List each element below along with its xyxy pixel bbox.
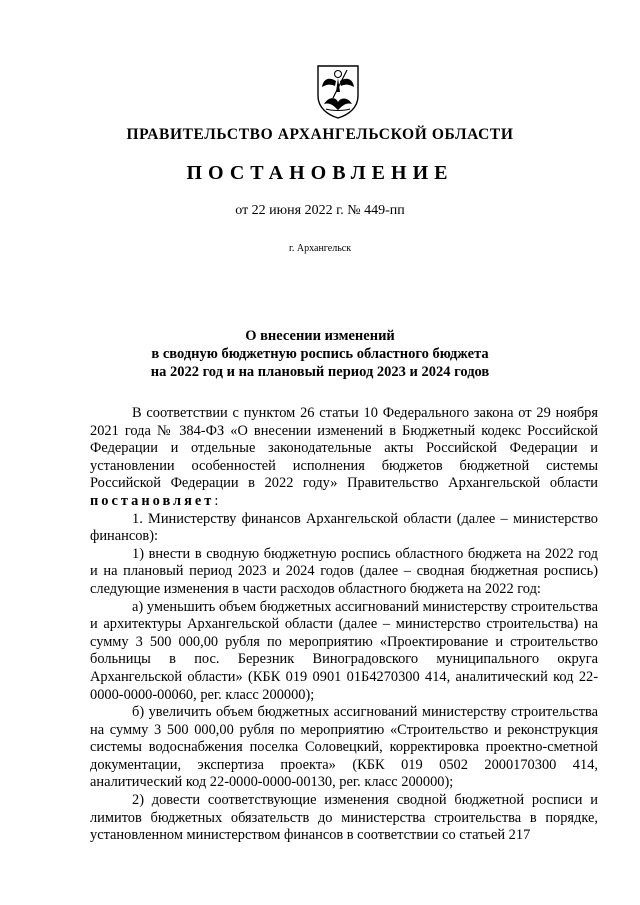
coat-of-arms-icon	[314, 62, 362, 120]
city-line: г. Архангельск	[288, 243, 352, 254]
paragraph-1-2: 2) довести соответствующие изменения сводной бюджетной росписи и лимитов бюджетных обязательств до министерства строительства в порядке, установленном министерством финансов в соответствии со статьей 217	[90, 792, 598, 844]
government-name: ПРАВИТЕЛЬСТВО АРХАНГЕЛЬСКОЙ ОБЛАСТИ	[126, 126, 514, 143]
title-line-3: на 2022 год и на плановый период 2023 и 2024 годов	[150, 364, 490, 380]
title-line-1: О внесении изменений	[245, 328, 395, 344]
paragraph-preamble	[90, 405, 598, 511]
resolves-word: постановляет	[90, 492, 215, 509]
date-number-line: от 22 июня 2022 г. № 449-пп	[235, 203, 405, 218]
document-body	[90, 405, 598, 845]
title-line-2: в сводную бюджетную роспись областного бюджета	[151, 346, 489, 362]
document-title	[0, 327, 640, 381]
paragraph-1-1-a: а) уменьшить объем бюджетных ассигнований министерству строительства и архитектуры Архангельской области (далее – министерство строительства) на сумму 3 500 000,00 рубля по мероприятию «Проектирование и строительство больницы в пос. Березник Виноградовского муниципального округа Архангельской области» (КБК 019 0901 01Б4270300 414, аналитический код 22-0000-0000-00060, рег. класс 200000);	[90, 598, 598, 703]
paragraph-1-1-b: б) увеличить объем бюджетных ассигнований министерству строительства на сумму 3 500 000,00 рубля по мероприятию «Строительство и реконструкция системы водоснабжения поселка Соловецкий, корректировка проектно-сметной документации, экспертиза проекта» (КБК 019 0502 2000170300 414, аналитический код 22-0000-0000-00130, рег. класс 200000);	[90, 704, 598, 791]
paragraph-1-1: 1) внести в сводную бюджетную роспись областного бюджета на 2022 год и на плановый период 2023 и 2024 годов (далее – сводная бюджетная роспись) следующие изменения в части расходов областного бюджета на 2022 год:	[90, 545, 598, 597]
document-type: ПОСТАНОВЛЕНИЕ	[186, 162, 454, 184]
paragraph-1: 1. Министерству финансов Архангельской области (далее – министерство финансов):	[90, 510, 598, 545]
preamble-text: В соответствии с пунктом 26 статьи 10 Федерального закона от 29 ноября 2021 года № 384-ФЗ «О внесении изменений в Бюджетный кодекс Российской Федерации и отдельные законодательные акты Российской Федерации и установлении особенностей исполнения бюджетов бюджетной системы Российской Федерации в 2022 году» Правительство Архангельской области	[90, 405, 598, 492]
preamble-end: :	[214, 492, 219, 509]
